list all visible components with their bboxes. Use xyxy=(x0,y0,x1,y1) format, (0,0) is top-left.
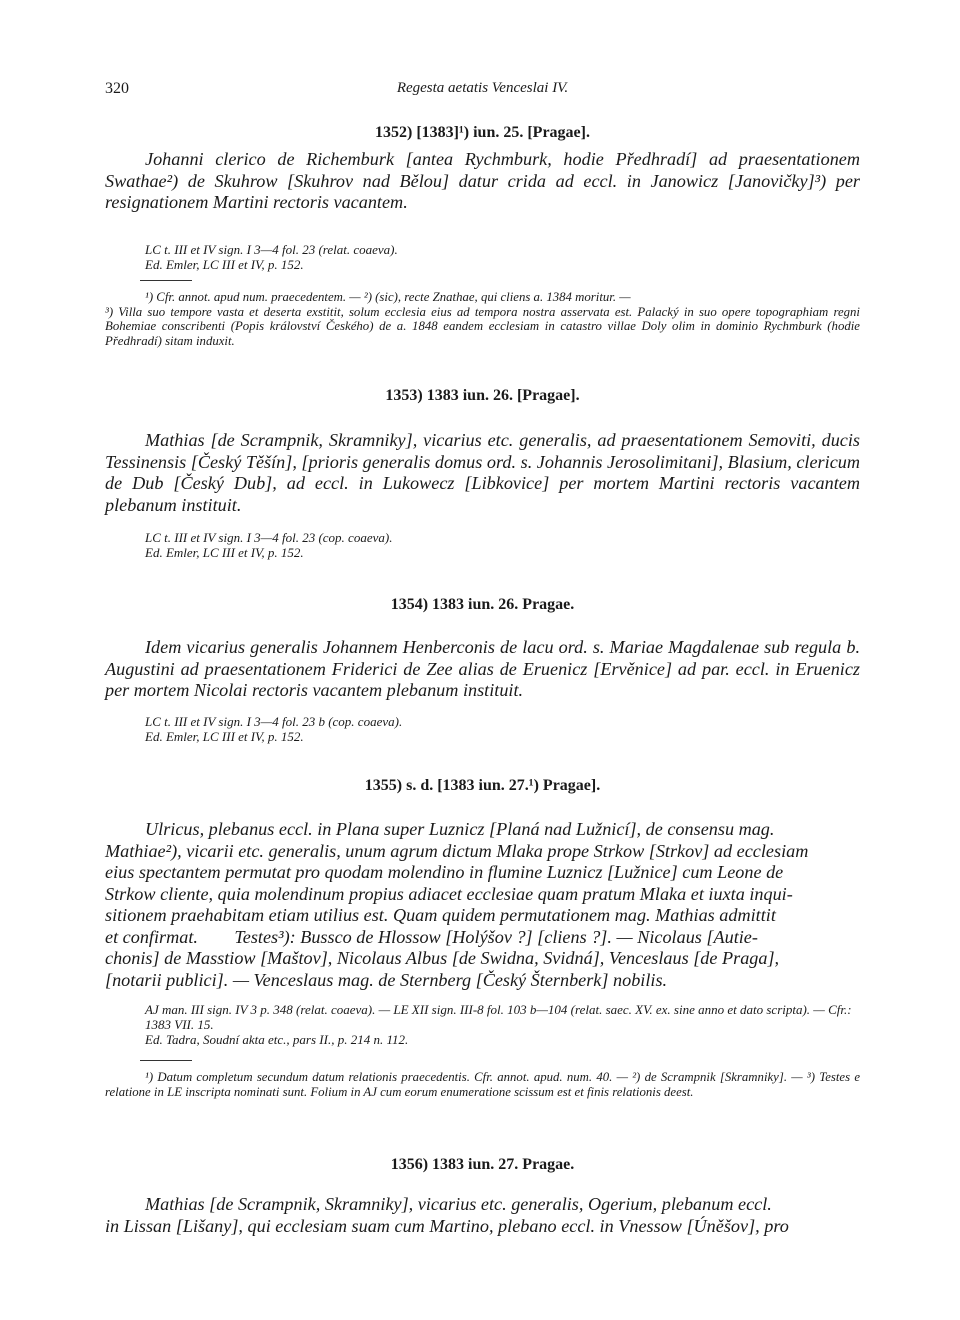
entry-body-1355 xyxy=(105,819,860,991)
body-line: Strkow cliente, quia molendinum propius adiacet ecclesiae quam pratum Mlaka et iuxta inqui- xyxy=(105,883,793,904)
page-number: 320 xyxy=(105,80,129,97)
body-line: et confirmat. Testes³): Bussco de Hlossow [Holýšov ?] [cliens ?]. — Nicolaus [Autie- xyxy=(105,926,758,947)
body-line: Ulricus, plebanus eccl. in Plana super Luznicz [Planá nad Lužnicí], de consensu mag. xyxy=(145,819,775,839)
footnote-rule xyxy=(140,1060,192,1061)
entry-heading-1356: 1356) 1383 iun. 27. Pragae. xyxy=(390,1156,575,1173)
running-head xyxy=(105,80,860,102)
source-line: LC t. III et IV sign. I 3—4 fol. 23 b (cop. coaeva). xyxy=(145,714,403,729)
entry-sources-1355 xyxy=(105,1002,860,1047)
source-line: AJ man. III sign. IV 3 p. 348 (relat. coaeva). — LE XII sign. III-8 fol. 103 b—104 (relat. saec. XV. ex. sine anno et dato scripta). — Cfr.: 1383 VII. 15. xyxy=(145,1002,852,1032)
source-line: Ed. Tadra, Soudní akta etc., pars II., p. 214 n. 112. xyxy=(145,1032,409,1047)
entry-sources-1353 xyxy=(105,530,860,560)
running-title: Regesta aetatis Venceslai IV. xyxy=(396,80,569,96)
source-line: Ed. Emler, LC III et IV, p. 152. xyxy=(145,257,304,272)
footnote: ¹) Datum completum secundum datum relationis praecedentis. Cfr. annot. apud. num. 40. — ²) de Scrampnik [Skramniky]. — ³) Testes e relatione in LE inscripta nominati sunt. Folium in AJ cum eorum enumeratione scissum est et finis relationis deest. xyxy=(105,1070,860,1099)
body-line: in Lissan [Lišany], qui ecclesiam suam cum Martino, plebano eccl. in Vnessow [Úněšov], pro xyxy=(105,1215,789,1236)
footnote-rule xyxy=(140,280,192,281)
footnote: ³) Villa suo tempore vasta et deserta exstitit, solum ecclesia eius ad tempora nostra asservata est. Palacký in suo opere topographiam regni Bohemiae conscribenti (Popis království Českého) de a. 1848 eandem ecclesiam in catastro villae Doly olim in dominio Rychmburk (hodie Předhradí) sitam induxit. xyxy=(105,304,860,348)
footnotes-1352 xyxy=(105,290,860,348)
entry-paragraph: Idem vicarius generalis Johannem Henberconis de lacu ord. s. Mariae Magdalenae sub regula b. Augustini ad praesentationem Friderici de Zee alias de Eruenicz [Ervěnice] ad par. eccl. in Eruenicz per mortem Nicolai rectoris vacantem plebanum instituit. xyxy=(105,637,860,700)
source-line: LC t. III et IV sign. I 3—4 fol. 23 (cop. coaeva). xyxy=(145,530,393,545)
body-line: sitionem praehabitam etiam utilius est. Quam quidem permutationem mag. Mathias admittit xyxy=(105,905,776,925)
entry-body-1352 xyxy=(105,149,860,214)
body-line: chonis] de Masstiow [Maštov], Nicolaus Albus [de Swidna, Svidná], Venceslaus [de Praga], xyxy=(105,948,780,968)
footnotes-1355 xyxy=(105,1070,860,1099)
entry-heading-1354: 1354) 1383 iun. 26. Pragae. xyxy=(390,596,575,613)
body-line: eius spectantem permutat pro quodam molendino in flumine Luznicz [Lužnice] cum Leone de xyxy=(105,862,784,882)
entry-body-1354 xyxy=(105,637,860,702)
entry-heading-1353: 1353) 1383 iun. 26. [Pragae]. xyxy=(385,387,580,404)
body-line: Mathiae²), vicarii etc. generalis, unum agrum dictum Mlaka prope Strkow [Strkov] ad ecclesiam xyxy=(105,840,809,861)
entry-body-1356 xyxy=(105,1194,860,1237)
entry-sources-1352 xyxy=(105,242,860,272)
source-line: Ed. Emler, LC III et IV, p. 152. xyxy=(145,545,304,560)
entry-paragraph: Johanni clerico de Richemburk [antea Rychmburk, hodie Předhradí] ad praesentationem Swathae²) de Skuhrow [Skuhrov nad Bělou] datur crida ad eccl. in Janowicz [Janovičky]³) per resignationem Martini rectoris vacantem. xyxy=(105,149,860,212)
entry-sources-1354 xyxy=(105,714,860,744)
source-line: Ed. Emler, LC III et IV, p. 152. xyxy=(145,729,304,744)
source-line: LC t. III et IV sign. I 3—4 fol. 23 (relat. coaeva). xyxy=(145,242,398,257)
body-line: [notarii publici]. — Venceslaus mag. de Sternberg [Český Šternberk] nobilis. xyxy=(105,969,668,990)
footnote: ¹) Cfr. annot. apud num. praecedentem. — ²) (sic), recte Znathae, qui cliens a. 1384 moritur. — xyxy=(145,290,631,304)
entry-paragraph: Mathias [de Scrampnik, Skramniky], vicarius etc. generalis, ad praesentationem Semoviti, ducis Tessinensis [Český Těšín], [prioris generalis domus ord. s. Johannis Jerosolimitani], Blasium, clericum de Dub [Český Dub], ad eccl. in Lukowecz [Libkovice] per mortem Martini rectoris vacantem plebanum instituit. xyxy=(105,430,860,515)
body-line: Mathias [de Scrampnik, Skramniky], vicarius etc. generalis, Ogerium, plebanum eccl. xyxy=(145,1194,772,1214)
entry-heading-1352: 1352) [1383]¹) iun. 25. [Pragae]. xyxy=(375,124,590,141)
entry-heading-1355: 1355) s. d. [1383 iun. 27.¹) Pragae]. xyxy=(364,777,601,794)
entry-body-1353 xyxy=(105,430,860,516)
